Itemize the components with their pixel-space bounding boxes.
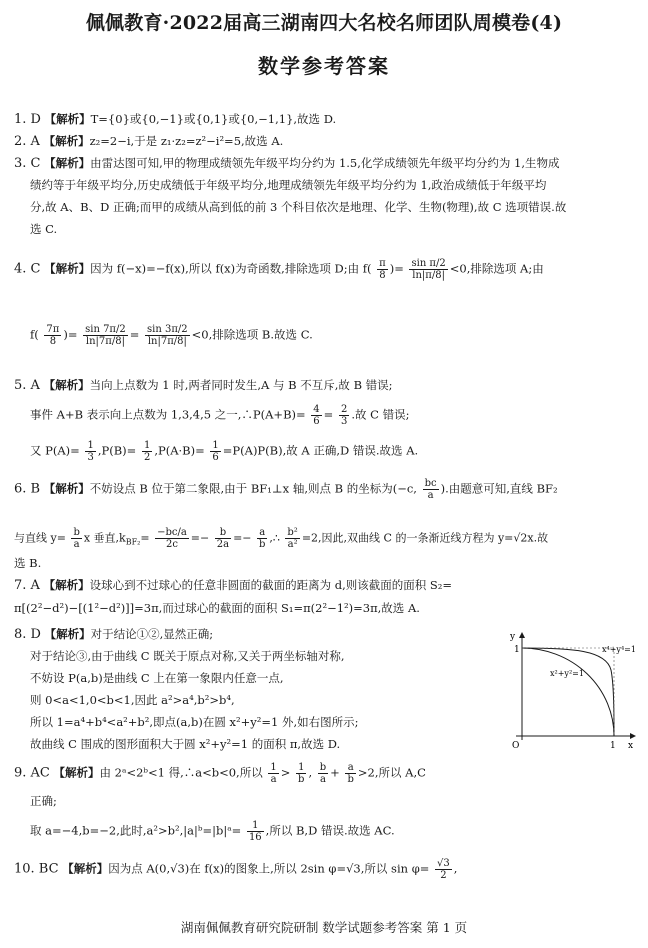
fraction: $\frac{b}{a}$	[73, 527, 80, 550]
y-axis-label: y	[510, 632, 516, 642]
fraction: $\frac{2}{3}$	[340, 404, 348, 427]
answer-4: 4. C 【解析】因为 f(−x)=−f(x),所以 f(x)为奇函数,排除选项 D;由 f( $\frac{\pi}{8}$ )= $\frac{\text{sin π/2}}{\ln|\pi/8|}$ <0,排除选项 A;由	[14, 258, 544, 281]
x-axis-label: x	[628, 741, 634, 751]
fraction: $\frac{b}{a}$	[319, 762, 327, 785]
fraction: $\frac{1}{6}$	[212, 440, 219, 463]
quartic-label: x⁴+y⁴=1	[602, 645, 636, 654]
answer-6-line-2: 与直线 y= $\frac{b}{a}$ x 垂直$,k_{BF_2}=$ $\frac{-bc/a}{2c}$ =− $\frac{b}{2a}$ =− $\frac{a}{b}$ ,∴ $\frac{\text{b²}}{\text{a²}}$ =2,因此,双曲线 C 的一条渐近线方程为 y=√2x.故	[14, 527, 549, 550]
fraction: $\frac{-bc/a}{2c}$	[157, 527, 187, 550]
fraction: $\frac{\text{b²}}{\text{a²}}$	[287, 527, 298, 550]
answer-3-line-2: 绩约等于年级平均分,历史成绩低于年级平均分,地理成绩领先年级平均分约为 1,政治成绩低于年级平均	[30, 178, 547, 192]
answer-7-line-2: π[(2²−d²)−[(1²−d²)]]=3π,而过球心的截面的面积 S₁=π(2²−1²)=3π,故选 A.	[14, 601, 420, 615]
fraction: $\frac{a}{b}$	[259, 527, 266, 550]
answer-8-line-3: 不妨设 P(a,b)是曲线 C 上在第一象限内任意一点,	[30, 671, 284, 685]
page-title: 佩佩教育·2022届高三湖南四大名校名师团队周模卷(4)	[85, 12, 563, 34]
fraction: $\frac{1}{a}$	[270, 762, 277, 785]
x-tick-one: 1	[610, 741, 616, 751]
answer-5: 5. A 【解析】当向上点数为 1 时,两者同时发生,A 与 B 不互斥,故 B 错误;	[14, 378, 393, 393]
x-axis-arrow	[630, 733, 636, 739]
fraction: $\frac{7\pi}{8}$	[46, 324, 60, 347]
fraction: $\frac{\text{sin π/2}}{\ln|\pi/8|}$	[411, 258, 446, 281]
answer-8: 8. D 【解析】对于结论①②,显然正确;	[14, 627, 214, 642]
curve-figure	[502, 630, 640, 752]
answer-8-line-2: 对于结论③,由于曲线 C 既关于原点对称,又关于两坐标轴对称,	[30, 649, 345, 663]
answer-3-line-3: 分,故 A、B、D 正确;而甲的成绩从高到低的前 3 个科目依次是地理、化学、生物(物理),故 C 选项错误.故	[30, 200, 567, 214]
answer-7: 7. A 【解析】设球心到不过球心的任意非圆面的截面的距离为 d,则该截面的面积 S₂=	[14, 578, 453, 593]
answer-2: 2. A 【解析】z₂=2−i,于是 z₁·z₂=z²−i²=5,故选 A.	[14, 134, 284, 149]
fraction: $\frac{√3}{2}$	[437, 858, 450, 881]
page-footer: 湖南佩佩教育研究院研制 数学试题参考答案 第 1 页	[180, 920, 468, 935]
answer-8-line-4: 则 0<a<1,0<b<1,因此 a²>a⁴,b²>b⁴,	[30, 693, 235, 707]
fraction: $\frac{\sin 3\pi/2}{\ln|7\pi/8|}$	[147, 324, 188, 347]
fraction: $\frac{1}{3}$	[87, 440, 94, 463]
fraction: $\frac{b}{2a}$	[216, 527, 230, 550]
fraction: $\frac{bc}{a}$	[424, 478, 437, 501]
page-subtitle: 数学参考答案	[258, 54, 390, 78]
answer-10: 10. BC 【解析】因为点 A(0,√3)在 f(x)的图象上,所以 2sin φ=√3,所以 sin φ= $\frac{√3}{2}$ ,	[14, 858, 458, 881]
y-tick-one: 1	[514, 645, 520, 655]
quartic-curve	[522, 648, 614, 736]
y-axis-arrow	[519, 632, 525, 638]
answer-5-line-3: 又 P(A)= $\frac{1}{3}$ ,P(B)= $\frac{1}{2}$ ,P(A·B)= $\frac{1}{6}$ =P(A)P(B),故 A 正确,D 错误.故选 A.	[30, 440, 419, 463]
origin-label: O	[512, 741, 520, 751]
answer-3-line-4: 选 C.	[30, 222, 58, 236]
answer-4-line-2: f( $\frac{7\pi}{8}$ )= $\frac{\sin 7\pi/2}{\ln|7\pi/8|}$ = $\frac{\sin 3\pi/2}{\ln|7\pi/8|}$ <0,排除选项 B.故选 C.	[30, 324, 313, 347]
fraction: $\frac{1}{b}$	[298, 762, 305, 785]
answer-8-line-5: 所以 1=a⁴+b⁴<a²+b²,即点(a,b)在圆 x²+y²=1 外,如右图所示;	[30, 715, 359, 729]
answer-9-line-3: 取 a=−4,b=−2,此时,a²>b²,|a|ᵇ=|b|ᵃ= $\frac{1}{16}$ ,所以 B,D 错误.故选 AC.	[30, 820, 395, 843]
answer-1: 1. D 【解析】T={0}或{0,−1}或{0,1}或{0,−1,1},故选 D.	[14, 112, 337, 127]
answer-6-line-3: 选 B.	[14, 556, 42, 570]
fraction: $\frac{\sin 7\pi/2}{\ln|7\pi/8|}$	[85, 324, 126, 347]
fraction: $\frac{1}{16}$	[248, 820, 262, 843]
answer-8-line-6: 故曲线 C 围成的图形面积大于圆 x²+y²=1 的面积 π,故选 D.	[30, 737, 341, 751]
answer-5-line-2: 事件 A+B 表示向上点数为 1,3,4,5 之一,∴P(A+B)= $\frac{4}{6}$ = $\frac{2}{3}$ .故 C 错误;	[30, 404, 410, 427]
fraction: $\frac{\pi}{8}$	[379, 258, 386, 281]
circle-curve	[522, 648, 614, 736]
circle-label: x²+y²=1	[550, 669, 584, 678]
answer-9-line-2: 正确;	[30, 794, 57, 808]
fraction: $\frac{a}{b}$	[347, 762, 354, 785]
answer-3: 3. C 【解析】由雷达图可知,甲的物理成绩领先年级平均分约为 1.5,化学成绩领先年级平均分约为 1,生物成	[14, 156, 560, 171]
answer-6: 6. B 【解析】不妨设点 B 位于第二象限,由于 BF₁⊥x 轴,则点 B 的坐标为(−c, $\frac{bc}{a}$ ).由题意可知,直线 BF₂	[14, 478, 558, 501]
fraction: $\frac{4}{6}$	[313, 404, 320, 427]
answer-9: 9. AC 【解析】由 2ᵃ<2ᵇ<1 得,∴a<b<0,所以 $\frac{1}{a}$ > $\frac{1}{b}$ , $\frac{b}{a}$ + $\frac{a}{b}$ >2,所以 A,C	[14, 762, 426, 785]
fraction: $\frac{1}{2}$	[143, 440, 151, 463]
